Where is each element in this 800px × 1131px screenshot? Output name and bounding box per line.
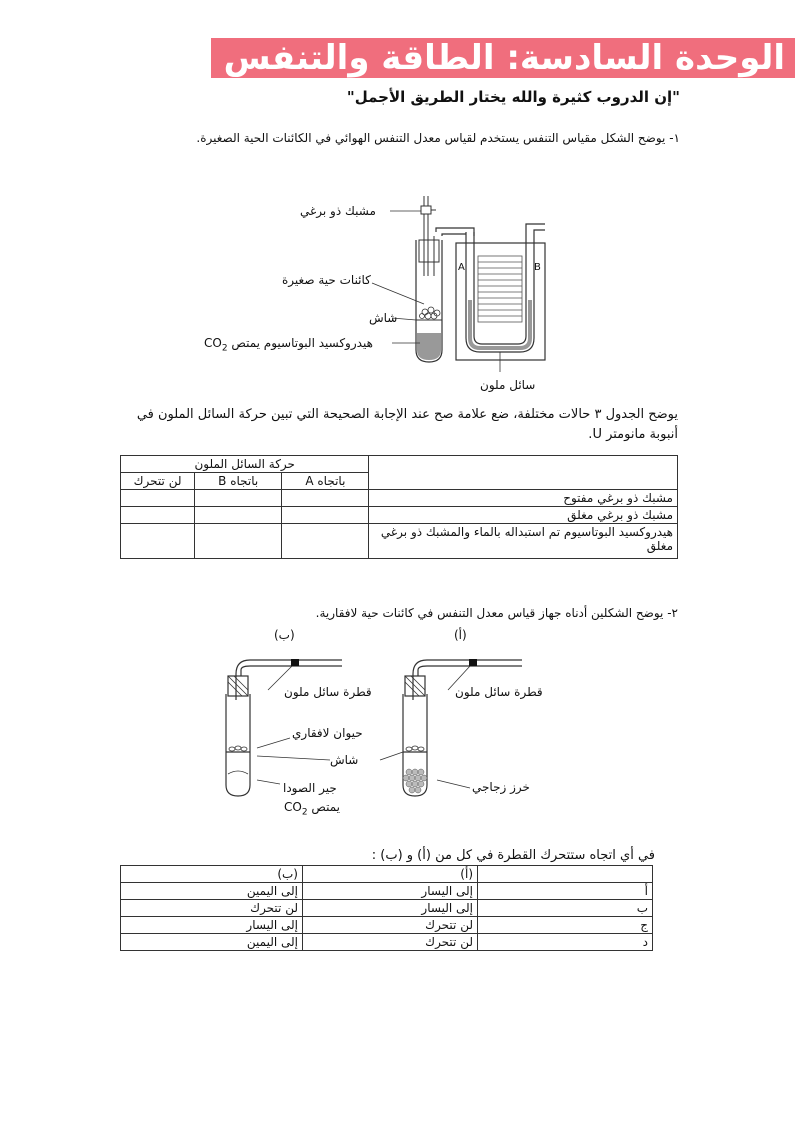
- row-label: هيدروكسيد البوتاسيوم تم استبداله بالماء والمشبك ذو برغي مغلق: [369, 524, 678, 559]
- label-colored-liquid: سائل ملون: [480, 378, 536, 392]
- label-screw-clip: مشبك ذو برغي: [300, 204, 376, 218]
- figure-a-label: (أ): [454, 628, 467, 642]
- label-soda-lime-absorbs-sub: 2: [301, 807, 308, 818]
- header-b: (ب): [121, 866, 303, 883]
- option-letter: د: [478, 934, 653, 951]
- column-no-move: لن تتحرك: [121, 473, 195, 490]
- option-a-direction: إلى اليسار: [303, 900, 478, 917]
- option-letter: ب: [478, 900, 653, 917]
- option-b-direction: لن تتحرك: [121, 900, 303, 917]
- option-a-direction: لن تتحرك: [303, 917, 478, 934]
- table-row[interactable]: [121, 917, 653, 934]
- row-label: مشبك ذو برغي مغلق: [369, 507, 678, 524]
- label-small-organisms: كائنات حية صغيرة: [282, 273, 371, 287]
- table-row[interactable]: [121, 883, 653, 900]
- table-row[interactable]: [121, 934, 653, 951]
- label-soda-lime-absorbs-text: يمتص CO: [284, 800, 340, 814]
- option-a-direction: إلى اليسار: [303, 883, 478, 900]
- label-drop-a: قطرة سائل ملون: [455, 685, 543, 699]
- proverb: "إن الدروب كثيرة والله يختار الطريق الأجمل": [346, 88, 680, 106]
- label-soda-lime: جير الصودا: [283, 781, 337, 795]
- question-1-instruction: يوضح الجدول ٣ حالات مختلفة، ضع علامة صح عند الإجابة الصحيحة التي تبين حركة السائل الملون في أنبوبة مانومتر U.: [136, 407, 678, 442]
- question-1-number: ١-: [669, 131, 680, 145]
- column-toward-a: باتجاه A: [282, 473, 369, 490]
- label-drop-b: قطرة سائل ملون: [284, 685, 372, 699]
- unit-title: الوحدة السادسة: الطاقة والتنفس: [223, 38, 785, 78]
- question-2-prompt: في أي اتجاه ستتحرك القطرة في كل من (أ) و (ب) :: [371, 848, 655, 863]
- question-2-text: يوضح الشكلين أدناه جهاز قياس معدل التنفس في كائنات حية لافقارية.: [315, 606, 664, 620]
- label-koh-sub: 2: [221, 343, 228, 354]
- label-gauze-2: شاش: [330, 753, 359, 767]
- question-2-table: [120, 865, 653, 951]
- column-toward-b: باتجاه B: [195, 473, 282, 490]
- option-letter: ج: [478, 917, 653, 934]
- table-header-row: [121, 866, 653, 883]
- question-1-text: يوضح الشكل مقياس التنفس يستخدم لقياس معدل التنفس الهوائي في الكائنات الحية الصغيرة.: [196, 131, 666, 145]
- question-2-number: ٢-: [667, 606, 678, 620]
- option-letter: أ: [478, 883, 653, 900]
- label-invertebrate: حيوان لافقاري: [292, 726, 363, 740]
- label-arm-a: A: [458, 262, 465, 273]
- header-option: [478, 866, 653, 883]
- header-a: (أ): [303, 866, 478, 883]
- table-row[interactable]: [121, 900, 653, 917]
- table-group-header: حركة السائل الملون: [121, 456, 369, 473]
- option-b-direction: إلى اليسار: [121, 917, 303, 934]
- label-gauze: شاش: [369, 311, 398, 325]
- label-arm-b: B: [534, 262, 541, 273]
- row-label: مشبك ذو برغي مفتوح: [369, 490, 678, 507]
- option-b-direction: إلى اليمين: [121, 934, 303, 951]
- figure-b-label: (ب): [274, 628, 295, 642]
- label-glass-beads: خرز زجاجي: [472, 780, 530, 794]
- option-a-direction: لن تتحرك: [303, 934, 478, 951]
- option-b-direction: إلى اليمين: [121, 883, 303, 900]
- label-soda-lime-absorbs: [284, 800, 340, 817]
- label-koh-text: هيدروكسيد البوتاسيوم يمتص CO: [204, 336, 373, 350]
